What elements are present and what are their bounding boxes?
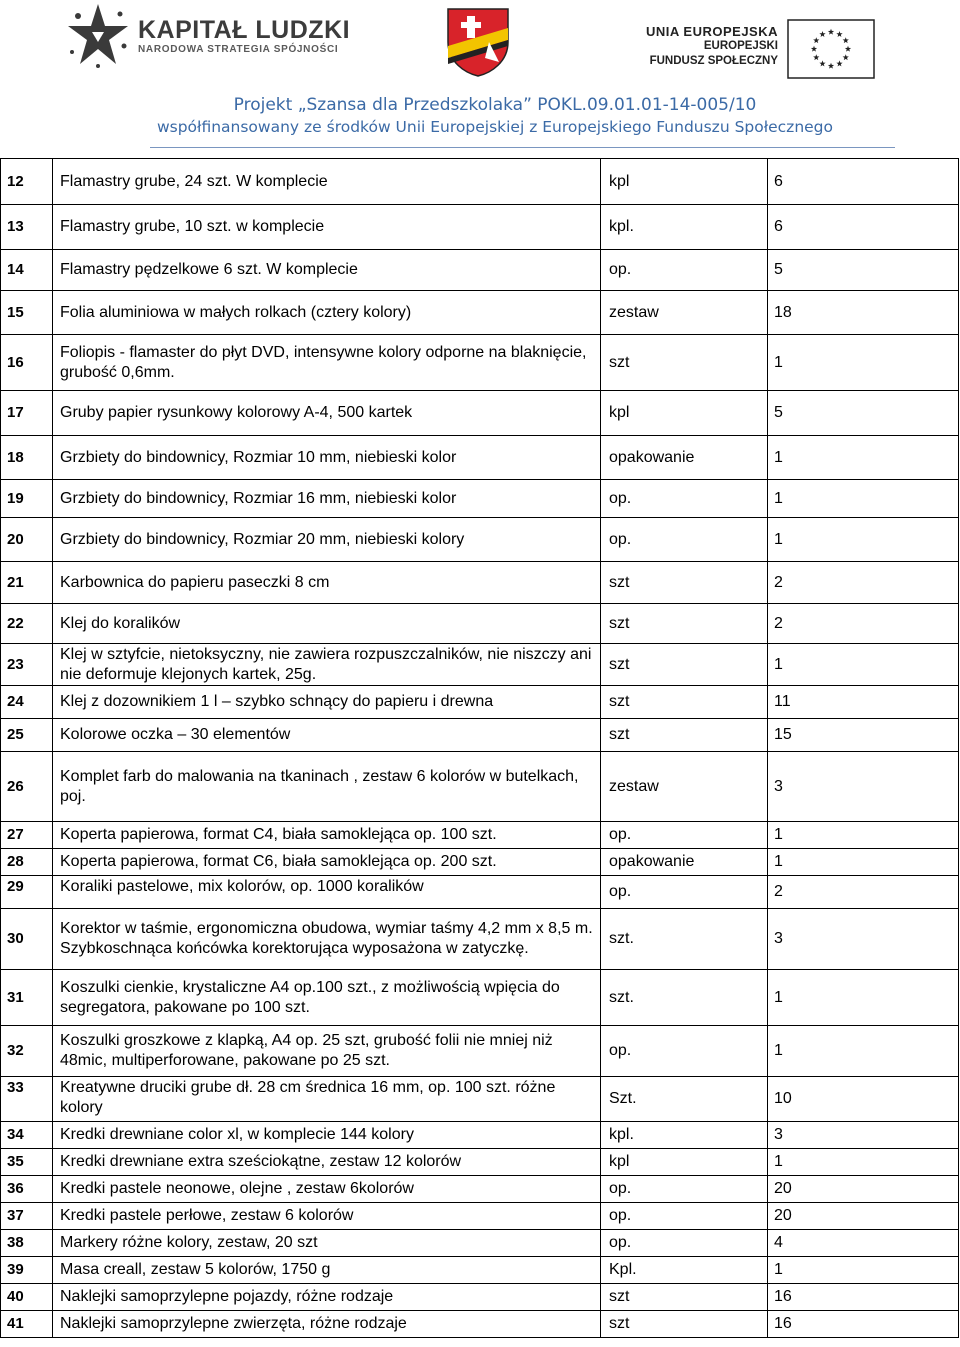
quantity-cell: 1 [768,970,959,1026]
row-number-cell: 19 [1,480,53,518]
unit-cell: szt [601,686,768,719]
table-row [1,436,959,480]
quantity-cell: 1 [768,1257,959,1284]
table-row [1,250,959,291]
table-row [1,909,959,970]
quantity-cell: 20 [768,1203,959,1230]
unit-cell: op. [601,876,768,909]
item-description-cell: Masa creall, zestaw 5 kolorów, 1750 g [53,1257,601,1284]
row-number-cell: 20 [1,518,53,562]
quantity-cell: 1 [768,849,959,876]
unit-cell: kpl [601,159,768,205]
row-number-cell: 23 [1,644,53,686]
item-description-cell: Grzbiety do bindownicy, Rozmiar 20 mm, niebieski kolory [53,518,601,562]
unit-cell: opakowanie [601,436,768,480]
eu-flag [787,19,875,79]
item-description-cell: Kolorowe oczka – 30 elementów [53,719,601,752]
item-description-cell: Klej do koralików [53,604,601,644]
row-number-cell: 28 [1,849,53,876]
table-row [1,849,959,876]
unit-cell: szt [601,644,768,686]
row-number-cell: 32 [1,1026,53,1077]
item-description-cell: Grzbiety do bindownicy, Rozmiar 10 mm, niebieski kolor [53,436,601,480]
table-row [1,1311,959,1338]
quantity-cell: 1 [768,335,959,391]
quantity-cell: 6 [768,205,959,250]
item-description-cell: Flamastry grube, 24 szt. W komplecie [53,159,601,205]
quantity-cell: 11 [768,686,959,719]
unit-cell: op. [601,1176,768,1203]
table-row [1,1149,959,1176]
unit-cell: Kpl. [601,1257,768,1284]
project-title: Projekt „Szansa dla Przedszkolaka” POKL.09.01.01-14-005/10 [233,95,757,115]
table-row [1,480,959,518]
eu-fund-label [640,24,778,69]
item-description-cell: Kredki pastele perłowe, zestaw 6 kolorów [53,1203,601,1230]
item-description-cell: Flamastry pędzelkowe 6 szt. W komplecie [53,250,601,291]
item-description-cell: Koperta papierowa, format C6, biała samoklejąca op. 200 szt. [53,849,601,876]
unit-cell: szt. [601,909,768,970]
quantity-cell: 1 [768,644,959,686]
item-description-cell: Naklejki samoprzylepne pojazdy, różne rodzaje [53,1284,601,1311]
row-number-cell: 38 [1,1230,53,1257]
unit-cell: kpl [601,391,768,436]
unit-cell: op. [601,518,768,562]
table-row [1,1176,959,1203]
ue-line1: UNIA EUROPEJSKA [646,24,778,39]
quantity-cell: 2 [768,604,959,644]
header-divider [150,147,895,148]
item-description-cell: Kredki drewniane extra sześciokątne, zestaw 12 kolorów [53,1149,601,1176]
table-row [1,159,959,205]
item-description-cell: Markery różne kolory, zestaw, 20 szt [53,1230,601,1257]
row-number-cell: 35 [1,1149,53,1176]
item-description-cell: Kredki pastele neonowe, olejne , zestaw 6kolorów [53,1176,601,1203]
item-description-cell: Kredki drewniane color xl, w komplecie 144 kolory [53,1122,601,1149]
unit-cell: op. [601,1026,768,1077]
unit-cell: zestaw [601,752,768,822]
items-table [0,158,959,1338]
row-number-cell: 21 [1,562,53,604]
row-number-cell: 30 [1,909,53,970]
table-row [1,335,959,391]
table-row [1,1203,959,1230]
table-row [1,1026,959,1077]
quantity-cell: 2 [768,876,959,909]
quantity-cell: 1 [768,1149,959,1176]
quantity-cell: 3 [768,909,959,970]
table-row [1,291,959,335]
quantity-cell: 1 [768,436,959,480]
project-info [0,94,960,138]
row-number-cell: 37 [1,1203,53,1230]
row-number-cell: 27 [1,822,53,849]
quantity-cell: 1 [768,1026,959,1077]
unit-cell: kpl [601,1149,768,1176]
quantity-cell: 3 [768,1122,959,1149]
item-description-cell: Kreatywne druciki grube dł. 28 cm średnica 16 mm, op. 100 szt. różne kolory [53,1077,601,1122]
table-row [1,604,959,644]
unit-cell: Szt. [601,1077,768,1122]
item-description-cell: Komplet farb do malowania na tkaninach , zestaw 6 kolorów w butelkach, poj. [53,752,601,822]
row-number-cell: 41 [1,1311,53,1338]
row-number-cell: 15 [1,291,53,335]
quantity-cell: 2 [768,562,959,604]
municipal-coat-of-arms [445,6,511,78]
ue-line3: FUNDUSZ SPOŁECZNY [649,55,778,67]
table-row [1,205,959,250]
item-description-cell: Koszulki cienkie, krystaliczne A4 op.100 szt., z możliwością wpięcia do segregatora, pakowane po 100 szt. [53,970,601,1026]
unit-cell: op. [601,480,768,518]
quantity-cell: 4 [768,1230,959,1257]
quantity-cell: 20 [768,1176,959,1203]
table-row [1,391,959,436]
unit-cell: op. [601,822,768,849]
row-number-cell: 29 [1,876,53,909]
row-number-cell: 17 [1,391,53,436]
page-header [0,0,960,150]
quantity-cell: 16 [768,1311,959,1338]
item-description-cell: Karbownica do papieru paseczki 8 cm [53,562,601,604]
row-number-cell: 39 [1,1257,53,1284]
unit-cell: szt [601,604,768,644]
quantity-cell: 15 [768,719,959,752]
item-description-cell: Koraliki pastelowe, mix kolorów, op. 1000 koralików [53,876,601,909]
items-table-body [1,159,959,1338]
item-description-cell: Klej z dozownikiem 1 l – szybko schnący do papieru i drewna [53,686,601,719]
table-row [1,876,959,909]
quantity-cell: 18 [768,291,959,335]
item-description-cell: Koperta papierowa, format C4, biała samoklejąca op. 100 szt. [53,822,601,849]
ue-line2: EUROPEJSKI [703,40,778,52]
unit-cell: szt [601,335,768,391]
item-description-cell: Gruby papier rysunkowy kolorowy A-4, 500 kartek [53,391,601,436]
unit-cell: szt [601,1311,768,1338]
unit-cell: zestaw [601,291,768,335]
row-number-cell: 13 [1,205,53,250]
table-row [1,518,959,562]
row-number-cell: 25 [1,719,53,752]
row-number-cell: 22 [1,604,53,644]
items-table-wrapper [0,158,958,1338]
kapital-ludzki-logo [62,2,134,70]
unit-cell: opakowanie [601,849,768,876]
quantity-cell: 3 [768,752,959,822]
table-row [1,1230,959,1257]
unit-cell: op. [601,1203,768,1230]
unit-cell: szt [601,562,768,604]
item-description-cell: Foliopis - flamaster do płyt DVD, intensywne kolory odporne na blaknięcie, grubość 0,6mm. [53,335,601,391]
quantity-cell: 6 [768,159,959,205]
table-row [1,562,959,604]
quantity-cell: 16 [768,1284,959,1311]
kapital-ludzki-title: KAPITAŁ LUDZKI [138,16,351,44]
unit-cell: szt [601,719,768,752]
unit-cell: kpl. [601,205,768,250]
quantity-cell: 5 [768,391,959,436]
item-description-cell: Klej w sztyfcie, nietoksyczny, nie zawiera rozpuszczalników, nie niszczy ani nie deformuje klejonych kartek, 25g. [53,644,601,686]
item-description-cell: Korektor w taśmie, ergonomiczna obudowa, wymiar taśmy 4,2 mm x 8,5 m. Szybkoschnąca końcówka korektorująca wyposażona w zatyczkę. [53,909,601,970]
table-row [1,1257,959,1284]
row-number-cell: 18 [1,436,53,480]
unit-cell: kpl. [601,1122,768,1149]
kapital-ludzki-subtitle: NARODOWA STRATEGIA SPÓJNOŚCI [138,44,339,55]
item-description-cell: Folia aluminiowa w małych rolkach (cztery kolory) [53,291,601,335]
row-number-cell: 12 [1,159,53,205]
quantity-cell: 10 [768,1077,959,1122]
row-number-cell: 26 [1,752,53,822]
item-description-cell: Flamastry grube, 10 szt. w komplecie [53,205,601,250]
unit-cell: op. [601,1230,768,1257]
table-row [1,1122,959,1149]
table-row [1,752,959,822]
table-row [1,822,959,849]
row-number-cell: 33 [1,1077,53,1122]
quantity-cell: 5 [768,250,959,291]
table-row [1,970,959,1026]
row-number-cell: 16 [1,335,53,391]
table-row [1,644,959,686]
item-description-cell: Koszulki groszkowe z klapką, A4 op. 25 szt, grubość folii nie mniej niż 48mic, multiperforowane, pakowane po 25 szt. [53,1026,601,1077]
table-row [1,686,959,719]
project-cofinancing: współfinansowany ze środków Unii Europejskiej z Europejskiego Funduszu Społecznego [156,118,834,136]
table-row [1,1077,959,1122]
quantity-cell: 1 [768,480,959,518]
item-description-cell: Grzbiety do bindownicy, Rozmiar 16 mm, niebieski kolor [53,480,601,518]
item-description-cell: Naklejki samoprzylepne zwierzęta, różne rodzaje [53,1311,601,1338]
row-number-cell: 24 [1,686,53,719]
row-number-cell: 34 [1,1122,53,1149]
row-number-cell: 14 [1,250,53,291]
table-row [1,1284,959,1311]
quantity-cell: 1 [768,518,959,562]
row-number-cell: 40 [1,1284,53,1311]
unit-cell: szt [601,1284,768,1311]
unit-cell: op. [601,250,768,291]
table-row [1,719,959,752]
unit-cell: szt. [601,970,768,1026]
row-number-cell: 31 [1,970,53,1026]
row-number-cell: 36 [1,1176,53,1203]
quantity-cell: 1 [768,822,959,849]
